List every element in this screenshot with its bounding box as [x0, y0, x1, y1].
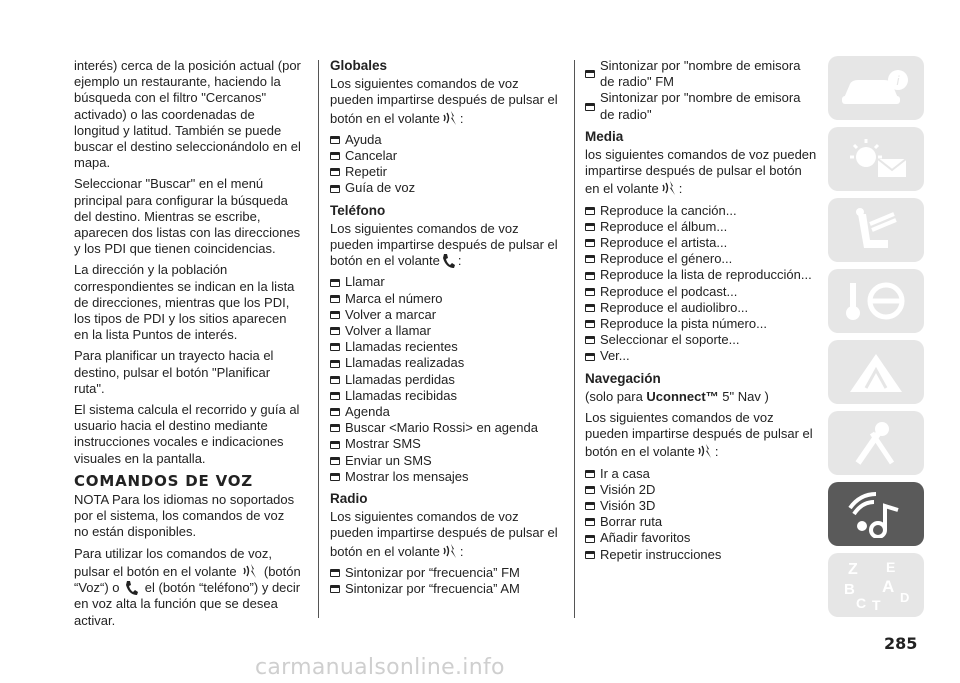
- command-text: Repetir: [345, 164, 387, 180]
- command-item: [585, 58, 817, 90]
- checkbox-icon: [585, 103, 595, 111]
- command-text: Cancelar: [345, 148, 398, 164]
- tab-tools[interactable]: [828, 411, 924, 475]
- command-item: [585, 530, 817, 546]
- command-text: Guía de voz: [345, 180, 416, 196]
- text: Los siguientes comandos de voz pueden impartirse después de pulsar el botón en el volante: [585, 410, 813, 460]
- text: :: [459, 543, 464, 559]
- svg-text:D: D: [900, 590, 910, 605]
- text: Para utilizar los comandos de voz, pulsar el botón en el volante: [74, 545, 272, 579]
- command-text: Llamadas realizadas: [345, 355, 465, 371]
- command-list: [330, 274, 562, 485]
- text: el (botón “teléfono”) y decir en voz alta la función que se desea activar.: [74, 580, 301, 628]
- text: :: [678, 181, 683, 197]
- command-text: Añadir favoritos: [600, 530, 691, 546]
- tab-car-info[interactable]: [828, 56, 924, 120]
- command-text: Ver...: [600, 348, 630, 364]
- index-letters-icon: [836, 558, 916, 612]
- command-item: [330, 164, 562, 180]
- tab-warning-lights[interactable]: [828, 127, 924, 191]
- checkbox-icon: [585, 239, 595, 247]
- warning-lights-icon: [836, 135, 916, 183]
- paragraph: interés) cerca de la posición actual (por ejemplo un restaurante, haciendo la búsqueda con el filtro "Cercanos" activado) o las coordenadas de longitud y latitud. También se puede buscar el destino seleccionándolo en el mapa.: [74, 58, 301, 171]
- tab-airbag-seat[interactable]: [828, 198, 924, 262]
- voice-button-icon: [442, 542, 458, 560]
- checkbox-icon: [585, 486, 595, 494]
- text: Los siguientes comandos de voz pueden impartirse después de pulsar el botón en el volante: [330, 509, 558, 559]
- paragraph: NOTA Para los idiomas no soportados por el sistema, los comandos de voz no están disponibles.: [74, 492, 295, 540]
- checkbox-icon: [330, 279, 340, 287]
- command-item: [585, 203, 817, 219]
- tab-index[interactable]: [828, 553, 924, 617]
- paragraph: El sistema calcula el recorrido y guía al usuario hacia el destino mediante instrucciones vocales e indicaciones visuales en la pantalla.: [74, 402, 300, 466]
- command-text: Volver a llamar: [345, 323, 431, 339]
- command-list: [330, 132, 562, 197]
- text: 5" Nav ): [718, 388, 769, 404]
- checkbox-icon: [585, 320, 595, 328]
- checkbox-icon: [330, 473, 340, 481]
- command-text: Sintonizar por “frecuencia” FM: [345, 564, 520, 580]
- section-title-radio: Radio: [330, 491, 368, 507]
- tab-multimedia[interactable]: [828, 482, 924, 546]
- command-text: Visión 3D: [600, 498, 656, 514]
- command-item: [330, 581, 562, 597]
- paragraph: [74, 546, 302, 629]
- command-item: [330, 404, 562, 420]
- command-item: [330, 339, 562, 355]
- tab-road-warning[interactable]: [828, 340, 924, 404]
- text: Uconnect™: [646, 388, 719, 404]
- command-text: Ayuda: [345, 131, 382, 147]
- checkbox-icon: [585, 353, 595, 361]
- paragraph: [585, 410, 817, 461]
- voice-button-icon: [242, 562, 258, 580]
- command-item: [585, 300, 817, 316]
- command-item: [330, 372, 562, 388]
- checkbox-icon: [585, 551, 595, 559]
- checkbox-icon: [330, 392, 340, 400]
- command-list: [330, 565, 562, 597]
- text: (botón “Voz“) o: [74, 563, 301, 596]
- chapter-tabs: [828, 56, 924, 624]
- paragraph: [330, 509, 562, 560]
- command-item: [330, 565, 562, 581]
- command-item: [585, 482, 817, 498]
- paragraph: [330, 76, 562, 127]
- command-item: [330, 307, 562, 323]
- checkbox-icon: [330, 295, 340, 303]
- checkbox-icon: [585, 223, 595, 231]
- phone-button-icon: [125, 580, 139, 596]
- command-item: [585, 466, 817, 482]
- command-text: Sintonizar por "nombre de emisora de radio": [600, 90, 801, 122]
- watermark: carmanualsonline.info: [255, 655, 505, 680]
- text: (solo para: [585, 388, 647, 404]
- command-list: [585, 58, 817, 123]
- command-text: Reproduce la pista número...: [600, 316, 767, 332]
- command-text: Llamadas perdidas: [345, 371, 455, 387]
- checkbox-icon: [330, 311, 340, 319]
- checkbox-icon: [330, 343, 340, 351]
- command-text: Visión 2D: [600, 481, 656, 497]
- voice-button-icon: [697, 442, 713, 460]
- checkbox-icon: [585, 70, 595, 78]
- command-text: Reproduce el álbum...: [600, 218, 728, 234]
- checkbox-icon: [330, 185, 340, 193]
- section-heading: COMANDOS DE VOZ: [74, 471, 253, 490]
- command-item: [330, 436, 562, 452]
- command-text: Reproduce el audiolibro...: [600, 299, 749, 315]
- command-text: Enviar un SMS: [345, 452, 432, 468]
- command-item: [330, 291, 562, 307]
- command-item: [585, 348, 817, 364]
- checkbox-icon: [330, 457, 340, 465]
- command-item: [330, 469, 562, 485]
- command-text: Reproduce el podcast...: [600, 283, 738, 299]
- checkbox-icon: [330, 424, 340, 432]
- text: :: [714, 444, 719, 460]
- command-text: Volver a marcar: [345, 306, 437, 322]
- checkbox-icon: [330, 585, 340, 593]
- phone-button-icon: [442, 253, 456, 269]
- airbag-seat-icon: [836, 206, 916, 254]
- command-text: Reproduce la canción...: [600, 202, 737, 218]
- command-item: [585, 316, 817, 332]
- command-item: [330, 274, 562, 290]
- command-item: [585, 219, 817, 235]
- checkbox-icon: [330, 327, 340, 335]
- tools-icon: [836, 419, 916, 467]
- command-item: [330, 132, 562, 148]
- command-text: Reproduce el artista...: [600, 235, 728, 251]
- road-warning-icon: [836, 348, 916, 396]
- subtitle: [585, 389, 817, 405]
- checkbox-icon: [585, 535, 595, 543]
- checkbox-icon: [330, 168, 340, 176]
- paragraph: La dirección y la población correspondientes se indican en la lista de direcciones, mientras que los PDI, los tipos de PDI y los sitios aparecen en la lista Puntos de interés.: [74, 262, 295, 343]
- checkbox-icon: [585, 502, 595, 510]
- text: Los siguientes comandos de voz pueden impartirse después de pulsar el botón en el volante: [330, 76, 558, 126]
- checkbox-icon: [585, 207, 595, 215]
- paragraph: [585, 147, 817, 198]
- command-text: Sintonizar por “frecuencia” AM: [345, 581, 520, 597]
- section-title-globales: Globales: [330, 58, 388, 73]
- text: :: [457, 253, 462, 269]
- checkbox-icon: [585, 470, 595, 478]
- section-title-media: Media: [585, 128, 624, 144]
- paragraph: Para planificar un trayecto hacia el destino, pulsar el botón "Planificar ruta".: [74, 348, 274, 396]
- checkbox-icon: [585, 288, 595, 296]
- command-text: Llamadas recibidas: [345, 387, 458, 403]
- command-text: Llamadas recientes: [345, 339, 458, 355]
- command-list: [585, 203, 817, 365]
- voice-button-icon: [442, 109, 458, 127]
- checkbox-icon: [585, 255, 595, 263]
- svg-text:i: i: [896, 73, 900, 88]
- column-divider: [318, 60, 319, 618]
- key-steering-icon: [836, 277, 916, 325]
- command-text: Reproduce el género...: [600, 251, 733, 267]
- checkbox-icon: [330, 136, 340, 144]
- car-info-icon: [836, 64, 916, 112]
- command-text: Borrar ruta: [600, 514, 663, 530]
- multimedia-icon: [836, 490, 916, 538]
- checkbox-icon: [585, 272, 595, 280]
- checkbox-icon: [330, 152, 340, 160]
- svg-text:A: A: [882, 577, 895, 596]
- svg-text:B: B: [844, 581, 855, 598]
- text: los siguientes comandos de voz pueden impartirse después de pulsar el botón en el volante: [585, 147, 817, 197]
- command-item: [330, 180, 562, 196]
- command-text: Llamar: [345, 274, 385, 290]
- command-list: [585, 466, 817, 563]
- command-text: Buscar <Mario Rossi> en agenda: [345, 420, 538, 436]
- paragraph: [330, 221, 562, 270]
- command-item: [585, 498, 817, 514]
- checkbox-icon: [330, 441, 340, 449]
- tab-key-steering[interactable]: [828, 269, 924, 333]
- command-text: Mostrar SMS: [345, 436, 421, 452]
- command-item: [585, 514, 817, 530]
- command-item: [330, 355, 562, 371]
- text: :: [459, 110, 464, 126]
- checkbox-icon: [585, 336, 595, 344]
- column-left: [74, 58, 302, 634]
- column-divider: [574, 60, 575, 618]
- command-item: [585, 547, 817, 563]
- command-item: [330, 323, 562, 339]
- svg-text:E: E: [886, 559, 896, 575]
- command-text: Repetir instrucciones: [600, 546, 722, 562]
- checkbox-icon: [330, 569, 340, 577]
- section-title-telefono: Teléfono: [330, 202, 386, 218]
- command-text: Seleccionar el soporte...: [600, 332, 740, 348]
- checkbox-icon: [585, 518, 595, 526]
- command-item: [585, 90, 817, 122]
- command-item: [330, 453, 562, 469]
- checkbox-icon: [585, 304, 595, 312]
- command-text: Agenda: [345, 404, 390, 420]
- checkbox-icon: [330, 360, 340, 368]
- command-item: [585, 251, 817, 267]
- column-right: [585, 58, 817, 568]
- paragraph: Seleccionar "Buscar" en el menú principal para configurar la búsqueda del destino. Mientras se escribe, aparecen dos listas con las direcciones y los PDI que tienen coincidencias.: [74, 176, 301, 257]
- command-item: [585, 284, 817, 300]
- command-text: Marca el número: [345, 290, 443, 306]
- svg-text:T: T: [872, 597, 881, 612]
- section-title-navegacion: Navegación: [585, 370, 661, 386]
- voice-button-icon: [661, 179, 677, 197]
- command-item: [330, 420, 562, 436]
- checkbox-icon: [330, 376, 340, 384]
- command-item: [585, 235, 817, 251]
- page-number: 285: [884, 634, 918, 653]
- command-item: [330, 388, 562, 404]
- svg-text:Z: Z: [848, 561, 858, 578]
- text: Los siguientes comandos de voz pueden impartirse después de pulsar el botón en el volante: [330, 220, 558, 269]
- command-item: [585, 332, 817, 348]
- command-text: Reproduce la lista de reproducción...: [600, 267, 812, 283]
- checkbox-icon: [330, 408, 340, 416]
- command-item: [330, 148, 562, 164]
- command-text: Sintonizar por "nombre de emisora de radio" FM: [600, 58, 801, 90]
- command-text: Ir a casa: [600, 465, 650, 481]
- command-item: [585, 267, 817, 283]
- command-text: Mostrar los mensajes: [345, 468, 469, 484]
- svg-text:C: C: [856, 595, 867, 611]
- column-middle: [330, 58, 562, 602]
